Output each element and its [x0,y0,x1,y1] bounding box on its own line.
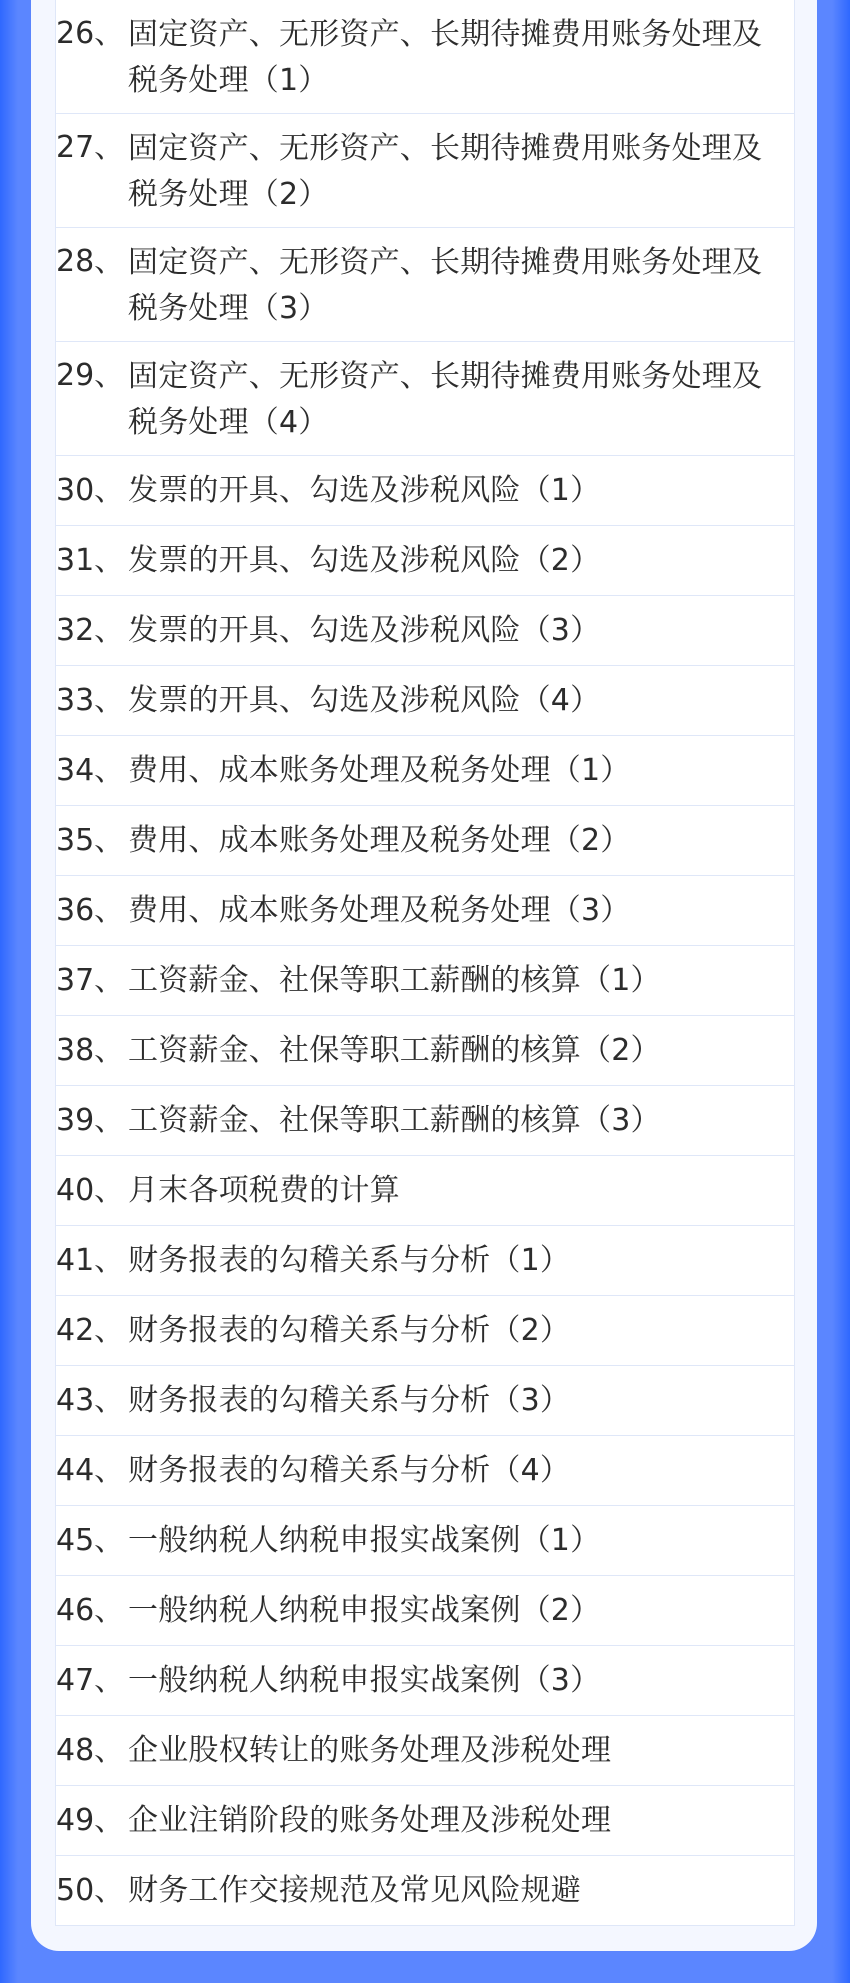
course-list-card [31,0,817,1951]
list-item[interactable] [56,596,794,666]
item-title: 固定资产、无形资产、长期待摊费用账务处理及税务处理（4） [128,359,763,440]
item-number: 31、 [56,542,125,578]
item-number: 36、 [56,892,125,928]
item-title: 企业股权转让的账务处理及涉税处理 [128,1732,612,1768]
list-item[interactable] [56,1086,794,1156]
item-number: 44、 [56,1452,125,1488]
list-item[interactable] [56,1226,794,1296]
list-item[interactable] [56,1436,794,1506]
list-item[interactable] [56,114,794,228]
course-list [55,0,795,1926]
list-item[interactable] [56,666,794,736]
item-number: 40、 [56,1172,125,1208]
item-title: 固定资产、无形资产、长期待摊费用账务处理及税务处理（3） [128,245,763,326]
item-number: 35、 [56,822,125,858]
item-number: 33、 [56,682,125,718]
item-title: 一般纳税人纳税申报实战案例（3） [128,1662,601,1698]
item-title: 费用、成本账务处理及税务处理（3） [128,892,631,928]
list-item[interactable] [56,1716,794,1786]
item-title: 工资薪金、社保等职工薪酬的核算（3） [128,1102,661,1138]
item-number: 38、 [56,1032,125,1068]
item-title: 工资薪金、社保等职工薪酬的核算（2） [128,1032,661,1068]
list-item[interactable] [56,1786,794,1856]
list-item[interactable] [56,342,794,456]
item-title: 费用、成本账务处理及税务处理（2） [128,822,631,858]
item-title: 固定资产、无形资产、长期待摊费用账务处理及税务处理（2） [128,131,763,212]
item-number: 50、 [56,1872,125,1908]
item-title: 发票的开具、勾选及涉税风险（1） [128,472,601,508]
item-title: 财务报表的勾稽关系与分析（3） [128,1382,571,1418]
item-title: 月末各项税费的计算 [128,1172,400,1208]
item-title: 财务报表的勾稽关系与分析（1） [128,1242,571,1278]
item-title: 发票的开具、勾选及涉税风险（4） [128,682,601,718]
item-title: 工资薪金、社保等职工薪酬的核算（1） [128,962,661,998]
item-number: 39、 [56,1102,125,1138]
list-item[interactable] [56,876,794,946]
list-item[interactable] [56,228,794,342]
item-number: 49、 [56,1802,125,1838]
item-number: 34、 [56,752,125,788]
list-item[interactable] [56,1576,794,1646]
item-number: 42、 [56,1312,125,1348]
item-title: 发票的开具、勾选及涉税风险（2） [128,542,601,578]
item-number: 26、 [56,16,125,51]
item-number: 46、 [56,1592,125,1628]
list-item[interactable] [56,526,794,596]
item-number: 45、 [56,1522,125,1558]
list-item[interactable] [56,946,794,1016]
item-number: 29、 [56,358,125,393]
list-item[interactable] [56,1156,794,1226]
item-number: 30、 [56,472,125,508]
list-item[interactable] [56,806,794,876]
list-item[interactable] [56,0,794,114]
list-item[interactable] [56,736,794,806]
list-item[interactable] [56,1016,794,1086]
item-title: 费用、成本账务处理及税务处理（1） [128,752,631,788]
list-item[interactable] [56,456,794,526]
item-title: 一般纳税人纳税申报实战案例（1） [128,1522,601,1558]
item-title: 一般纳税人纳税申报实战案例（2） [128,1592,601,1628]
item-number: 41、 [56,1242,125,1278]
item-title: 财务报表的勾稽关系与分析（2） [128,1312,571,1348]
item-number: 48、 [56,1732,125,1768]
item-title: 财务工作交接规范及常见风险规避 [128,1872,581,1908]
list-item[interactable] [56,1296,794,1366]
item-title: 财务报表的勾稽关系与分析（4） [128,1452,571,1488]
item-title: 发票的开具、勾选及涉税风险（3） [128,612,601,648]
item-number: 28、 [56,244,125,279]
item-number: 32、 [56,612,125,648]
list-item[interactable] [56,1366,794,1436]
item-number: 47、 [56,1662,125,1698]
item-title: 企业注销阶段的账务处理及涉税处理 [128,1802,612,1838]
item-title: 固定资产、无形资产、长期待摊费用账务处理及税务处理（1） [128,17,763,98]
list-item[interactable] [56,1506,794,1576]
list-item[interactable] [56,1856,794,1926]
item-number: 37、 [56,962,125,998]
list-item[interactable] [56,1646,794,1716]
item-number: 43、 [56,1382,125,1418]
item-number: 27、 [56,130,125,165]
